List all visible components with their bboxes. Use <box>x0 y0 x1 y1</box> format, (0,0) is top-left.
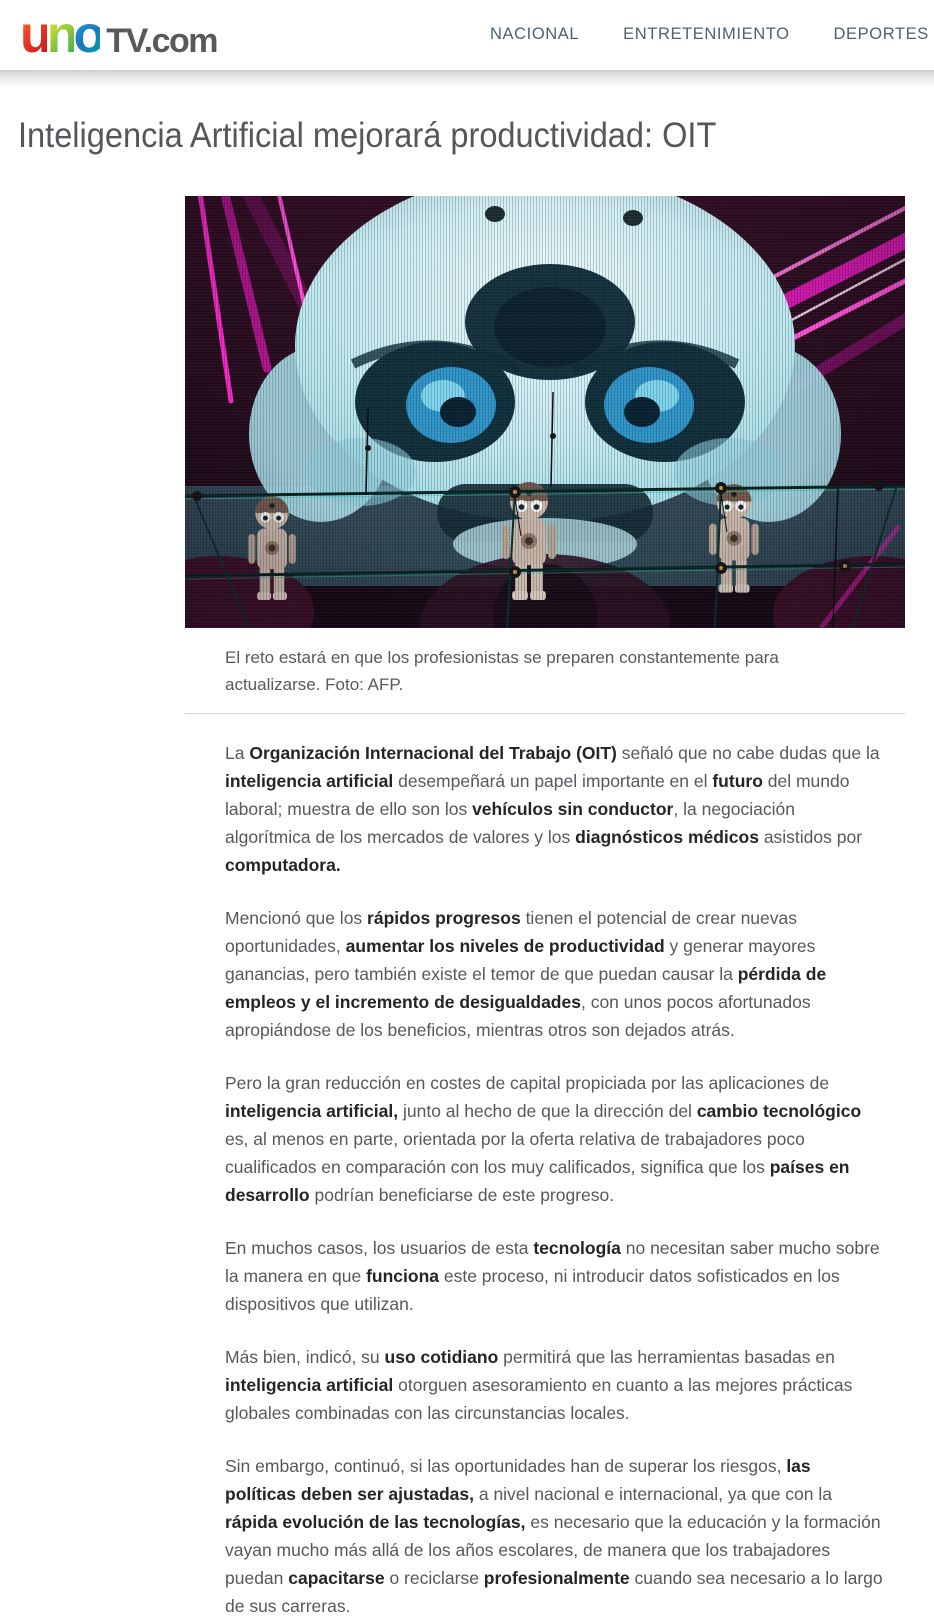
paragraph-6: Sin embargo, continuó, si las oportunidades han de superar los riesgos, las políticas deben ser ajustadas, a nivel nacional e internacional, ya que con la rápida evolución de las tecnologías, es necesario que la educación y la formación vayan mucho más allá de los años escolares, de manera que los trabajadores puedan capacitarse o reciclarse profesionalmente cuando sea necesario a lo largo de sus carreras. <box>225 1456 883 1616</box>
paragraph-3: Pero la gran reducción en costes de capital propiciada por las aplicaciones de inteligencia artificial, junto al hecho de que la dirección del cambio tecnológico es, al menos en parte, orientada por la oferta relativa de trabajadores poco cualificados en comparación con los muy calificados, significa que los países en desarrollo podrían beneficiarse de este progreso. <box>225 1073 862 1205</box>
site-logo[interactable] <box>20 6 217 64</box>
nav-item-deportes[interactable]: DEPORTES <box>833 25 929 43</box>
article-title-text: Inteligencia Artificial mejorará productividad: OIT <box>18 116 717 155</box>
paragraph-2: Mencionó que los rápidos progresos tienen el potencial de crear nuevas oportunidades, aumentar los niveles de productividad y generar mayores ganancias, pero también existe el temor de que puedan causar la pérdida de empleos y el incremento de desigualdades, con unos pocos afortunados apropiándose de los beneficios, mientras otros son dejados atrás. <box>225 908 827 1040</box>
nav-item-nacional[interactable]: NACIONAL <box>490 25 580 43</box>
article-body <box>225 739 885 1620</box>
image-caption: El reto estará en que los profesionistas se preparen constantemente para actualizarse. Foto: AFP. <box>225 648 779 694</box>
logo-letter-u: u <box>20 6 47 64</box>
logo-letter-o: o <box>73 6 101 64</box>
paragraph-1: La Organización Internacional del Trabajo (OIT) señaló que no cabe dudas que la inteligencia artificial desempeñará un papel importante en el futuro del mundo laboral; muestra de ello son los vehículos sin conductor, la negociación algorítmica de los mercados de valores y los diagnósticos médicos asistidos por computadora. <box>225 743 880 875</box>
nav-item-entretenimiento[interactable]: ENTRETENIMIENTO <box>623 25 790 43</box>
article-main <box>0 112 934 1620</box>
logo-suffix: TV.com <box>106 22 217 60</box>
paragraph-4: En muchos casos, los usuarios de esta tecnología no necesitan saber mucho sobre la manera en que funciona este proceso, ni introducir datos sofisticados en los dispositivos que utilizan. <box>225 1238 880 1314</box>
logo-uno-mark <box>20 6 101 64</box>
caption-divider <box>185 713 905 714</box>
article-hero-figure <box>185 196 905 628</box>
logo-letter-n: n <box>46 6 74 64</box>
article-title <box>18 112 934 160</box>
header-shadow-divider <box>0 70 934 86</box>
paragraph-5: Más bien, indicó, su uso cotidiano permitirá que las herramientas basadas en inteligencia artificial otorguen asesoramiento en cuanto a las mejores prácticas globales combinadas con las circunstancias locales. <box>225 1347 853 1423</box>
main-nav <box>490 25 929 44</box>
site-header <box>0 0 934 70</box>
screen-robot-face <box>249 196 841 570</box>
hero-image <box>185 196 905 628</box>
